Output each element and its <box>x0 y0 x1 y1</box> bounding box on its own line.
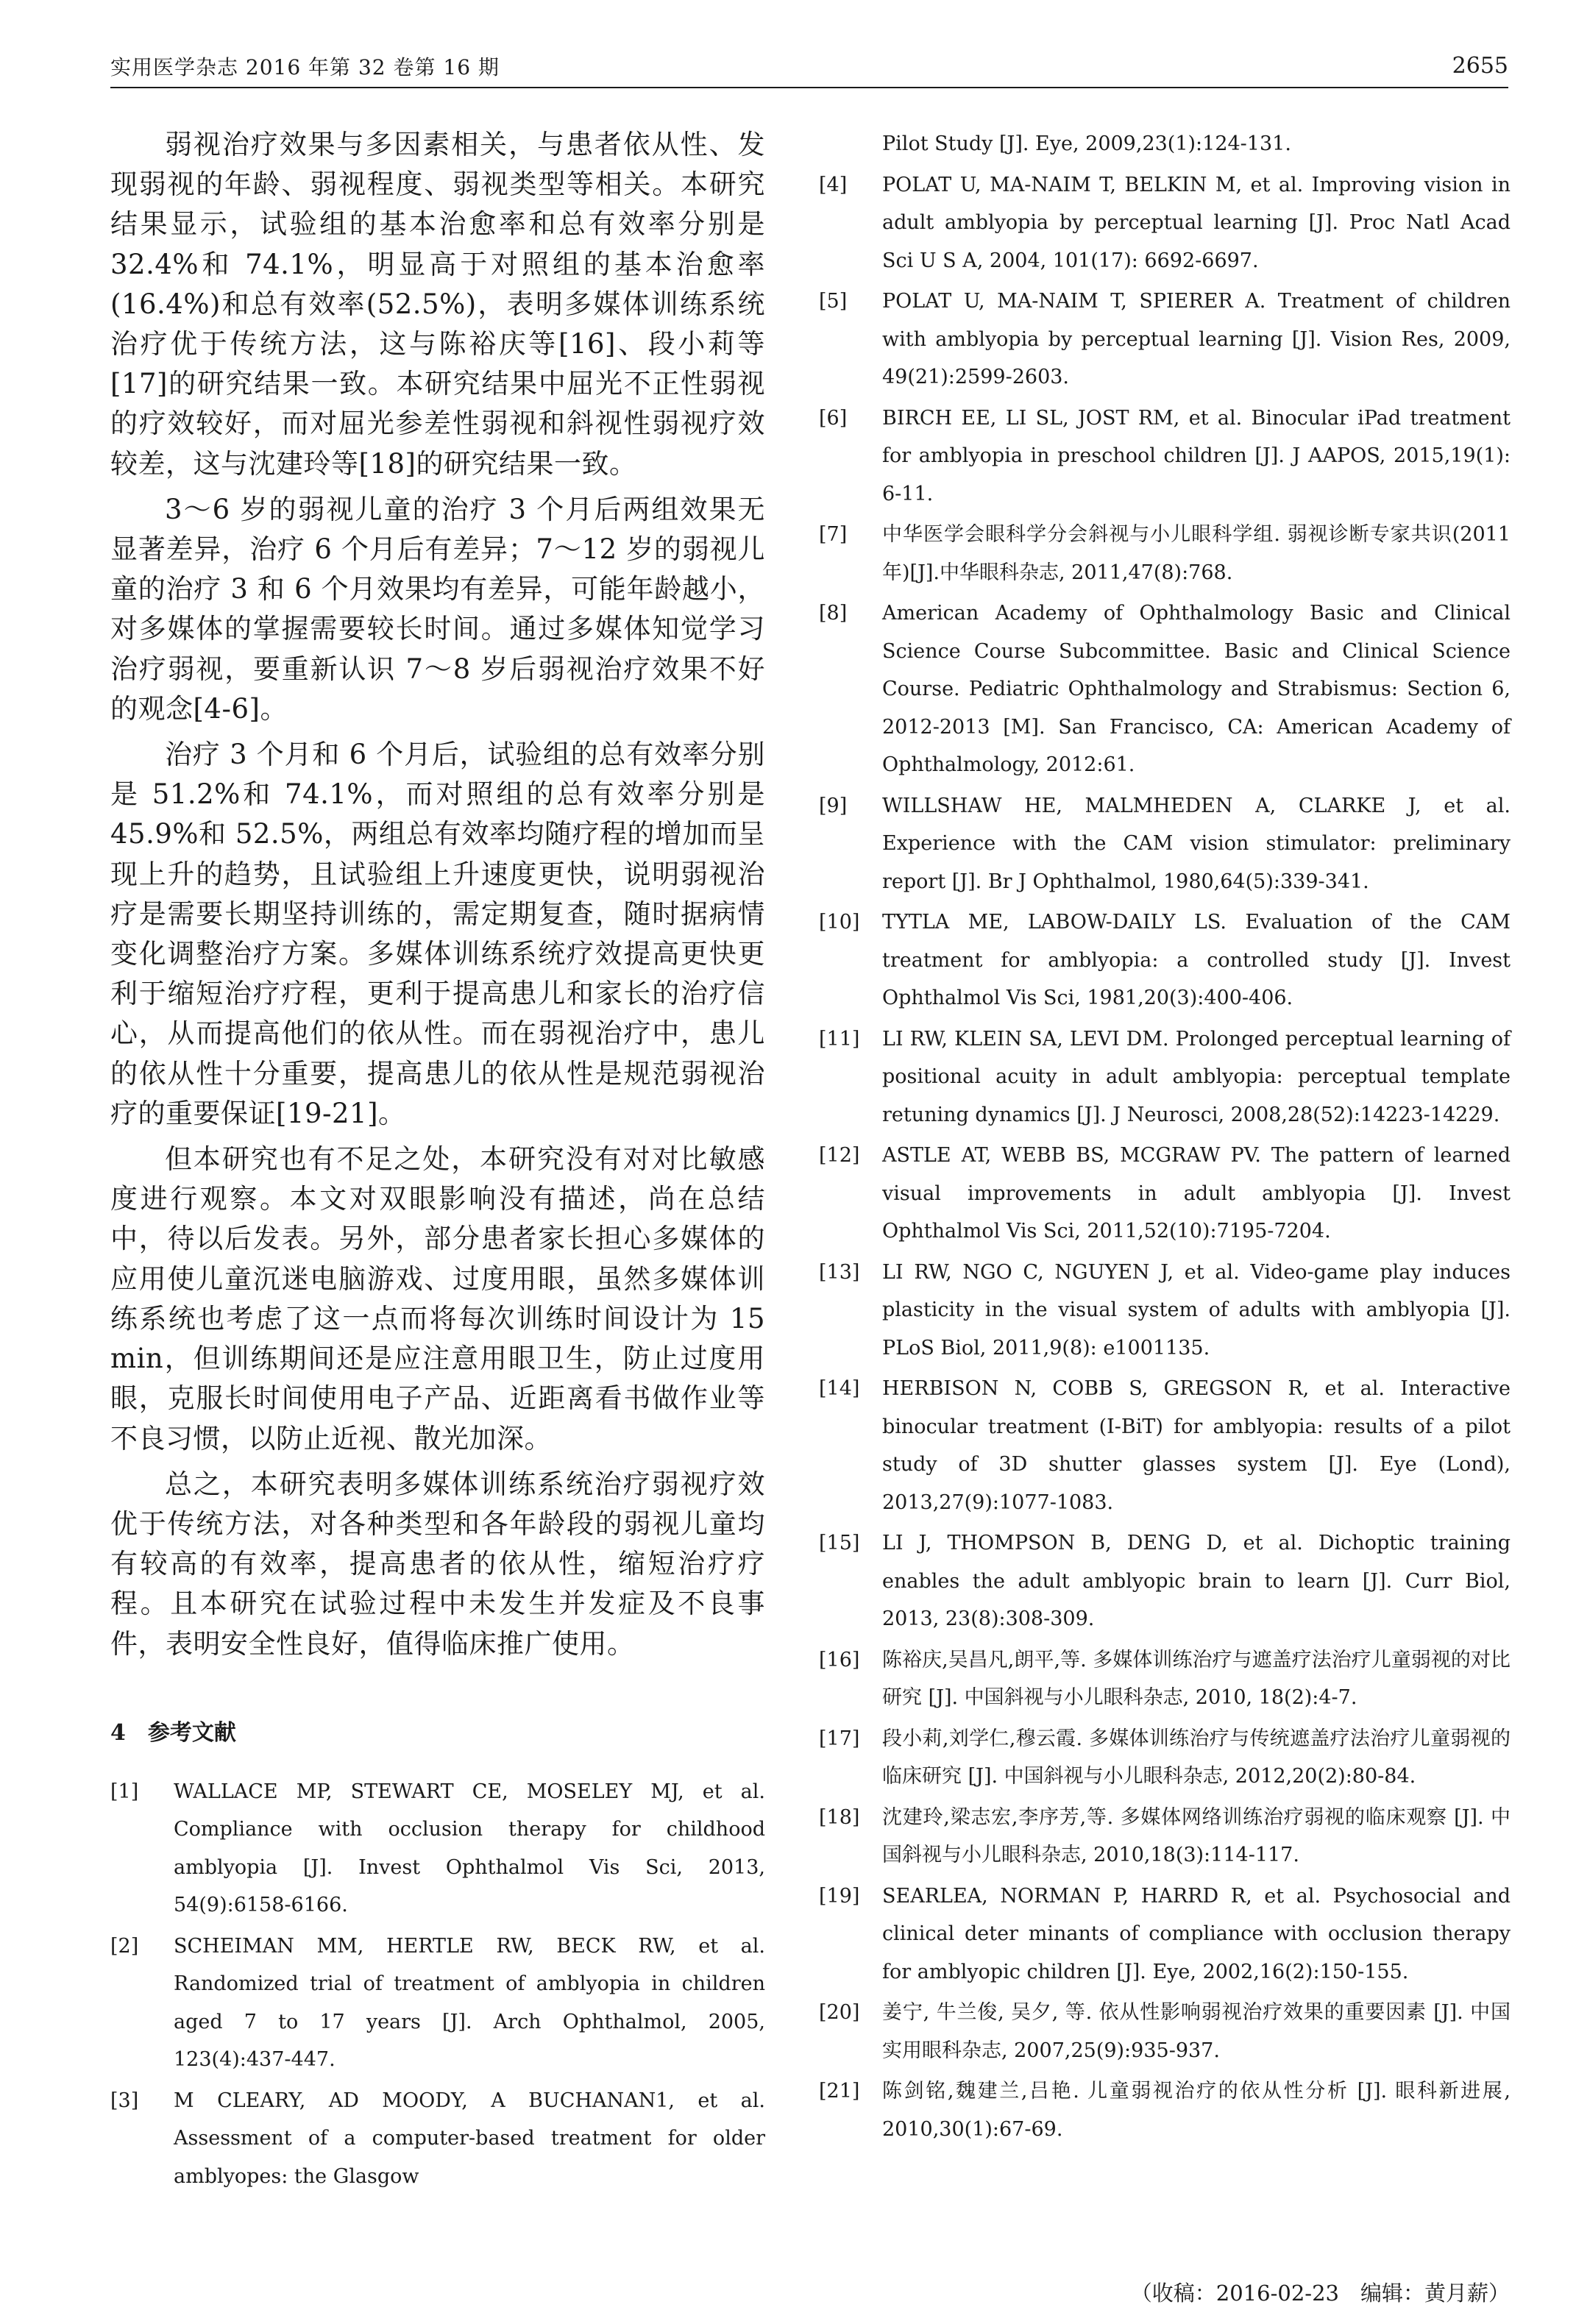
reference-text: 段小莉,刘学仁,穆云霞. 多媒体训练治疗与传统遮盖疗法治疗儿童弱视的临床研究 [J]. 中国斜视与小儿眼科杂志, 2012,20(2):80-84. <box>882 1727 1511 1788</box>
received-editor-note: （收稿：2016-02-23 编辑：黄月薪） <box>1130 2281 1510 2306</box>
reference-text: SEARLEA, NORMAN P, HARRD R, et al. Psychosocial and clinical deter minants of compliance with occlusion therapy for amblyopic children [J]. Eye, 2002,16(2):150-155. <box>882 1884 1511 1983</box>
reference-item <box>819 594 1511 784</box>
reference-text: 姜宁, 牛兰俊, 吴夕, 等. 依从性影响弱视治疗效果的重要因素 [J]. 中国实用眼科杂志, 2007,25(9):935-937. <box>882 2001 1511 2062</box>
reference-number: [11] <box>819 1027 860 1051</box>
running-title: 实用医学杂志 2016 年第 32 卷第 16 期 <box>110 55 500 79</box>
reference-item <box>819 1020 1511 1134</box>
reference-text: 陈剑铭,魏建兰,吕艳. 儿童弱视治疗的依从性分析 [J]. 眼科新进展, 2010,30(1):67-69. <box>882 2080 1511 2141</box>
body-paragraph: 3～6 岁的弱视儿童的治疗 3 个月后两组效果无显著差异，治疗 6 个月后有差异；7～12 岁的弱视儿童的治疗 3 和 6 个月效果均有差异，可能年龄越小，对多媒体的掌握需要较长时间。通过多媒体知觉学习治疗弱视，要重新认识 7～8 岁后弱视治疗效果不好的观念[4-6]。 <box>110 493 765 725</box>
reference-item <box>110 1927 765 2079</box>
reference-text: ASTLE AT, WEBB BS, MCGRAW PV. The pattern of learned visual improvements in adult amblyopia [J]. Invest Ophthalmol Vis Sci, 2011,52(10):7195-7204. <box>882 1144 1511 1243</box>
reference-item <box>819 1720 1511 1796</box>
reference-number: [9] <box>819 794 848 817</box>
reference-number: [17] <box>819 1727 860 1750</box>
reference-item <box>819 1994 1511 2069</box>
reference-item <box>819 1799 1511 1875</box>
body-paragraph: 但本研究也有不足之处，本研究没有对对比敏感度进行观察。本文对双眼影响没有描述，尚在总结中，待以后发表。另外，部分患者家长担心多媒体的应用使儿童沉迷电脑游戏、过度用眼，虽然多媒体训练系统也考虑了这一点而将每次训练时间设计为 15 min，但训练期间还是应注意用眼卫生，防止过度用眼，克服长时间使用电子产品、近距离看书做作业等不良习惯，以防止近视、散光加深。 <box>110 1143 765 1454</box>
reference-item <box>819 787 1511 901</box>
reference-item <box>819 516 1511 591</box>
reference-text: WALLACE MP, STEWART CE, MOSELEY MJ, et al. Compliance with occlusion therapy for childhood amblyopia [J]. Invest Ophthalmol Vis Sci, 2013, 54(9):6158-6166. <box>174 1780 765 1917</box>
reference-text: HERBISON N, COBB S, GREGSON R, et al. Interactive binocular treatment (I-BiT) for amblyopia: results of a pilot study of 3D shutter glasses system [J]. Eye (Lond), 2013,27(9):1077-1083. <box>882 1377 1511 1514</box>
reference-number: [20] <box>819 2001 860 2024</box>
reference-text: Pilot Study [J]. Eye, 2009,23(1):124-131. <box>882 132 1291 155</box>
reference-item <box>819 125 1511 163</box>
running-header <box>110 51 1508 88</box>
reference-item <box>819 2072 1511 2148</box>
reference-number: [6] <box>819 406 848 430</box>
reference-number: [12] <box>819 1144 860 1167</box>
reference-number <box>819 125 882 163</box>
reference-number: [10] <box>819 911 860 934</box>
reference-item <box>110 2082 765 2196</box>
reference-number: [1] <box>110 1780 139 1803</box>
reference-number: [13] <box>819 1260 860 1284</box>
reference-item <box>819 1254 1511 1368</box>
reference-text: LI RW, KLEIN SA, LEVI DM. Prolonged perceptual learning of positional acuity in adult amblyopia: perceptual template retuning dynamics [J]. J Neurosci, 2008,28(52):14223-14229. <box>882 1027 1511 1126</box>
reference-text: 沈建玲,梁志宏,李序芳,等. 多媒体网络训练治疗弱视的临床观察 [J]. 中国斜视与小儿眼科杂志, 2010,18(3):114-117. <box>882 1805 1511 1866</box>
reference-item <box>819 1370 1511 1521</box>
right-column <box>819 125 1511 2151</box>
reference-number: [14] <box>819 1377 860 1400</box>
reference-number: [8] <box>819 602 848 625</box>
reference-number: [3] <box>110 2089 139 2112</box>
left-column <box>110 125 765 2198</box>
reference-item <box>819 903 1511 1017</box>
reference-text: SCHEIMAN MM, HERTLE RW, BECK RW, et al. Randomized trial of treatment of amblyopia in children aged 7 to 17 years [J]. Arch Ophthalmol, 2005, 123(4):437-447. <box>174 1934 765 2072</box>
reference-item <box>819 166 1511 280</box>
reference-text: 中华医学会眼科学分会斜视与小儿眼科学组. 弱视诊断专家共识(2011 年)[J].中华眼科杂志, 2011,47(8):768. <box>882 523 1511 584</box>
reference-item <box>819 1524 1511 1638</box>
reference-number: [21] <box>819 2080 860 2103</box>
reference-list-left <box>110 1773 765 2196</box>
body-paragraph: 治疗 3 个月和 6 个月后，试验组的总有效率分别是 51.2%和 74.1%，而对照组的总有效率分别是 45.9%和 52.5%，两组总有效率均随疗程的增加而呈现上升的趋势，且试验组上升速度更快，说明弱视治疗是需要长期坚持训练的，需定期复查，随时据病情变化调整治疗方案。多媒体训练系统疗效提高更快更利于缩短治疗疗程，更利于提高患儿和家长的治疗信心，从而提高他们的依从性。而在弱视治疗中，患儿的依从性十分重要，提高患儿的依从性是规范弱视治疗的重要保证[19-21]。 <box>110 739 765 1129</box>
reference-number: [15] <box>819 1532 860 1554</box>
reference-item <box>819 1641 1511 1717</box>
reference-text: WILLSHAW HE, MALMHEDEN A, CLARKE J, et al. Experience with the CAM vision stimulator: preliminary report [J]. Br J Ophthalmol, 1980,64(5):339-341. <box>882 794 1511 893</box>
page-number: 2655 <box>1452 53 1508 79</box>
body-paragraph: 弱视治疗效果与多因素相关，与患者依从性、发现弱视的年龄、弱视程度、弱视类型等相关。本研究结果显示，试验组的基本治愈率和总有效率分别是 32.4%和 74.1%，明显高于对照组的基本治愈率(16.4%)和总有效率(52.5%)，表明多媒体训练系统治疗优于传统方法，这与陈裕庆等[16]、段小莉等[17]的研究结果一致。本研究结果中屈光不正性弱视的疗效较好，而对屈光参差性弱视和斜视性弱视疗效较差，这与沈建玲等[18]的研究结果一致。 <box>110 129 765 480</box>
reference-item <box>110 1773 765 1925</box>
reference-item <box>819 399 1511 514</box>
reference-number: [2] <box>110 1934 139 1958</box>
reference-text: LI RW, NGO C, NGUYEN J, et al. Video-game play induces plasticity in the visual system of adults with amblyopia [J]. PLoS Biol, 2011,9(8): e1001135. <box>882 1260 1511 1360</box>
reference-number: [18] <box>819 1805 860 1829</box>
reference-text: BIRCH EE, LI SL, JOST RM, et al. Binocular iPad treatment for amblyopia in preschool children [J]. J AAPOS, 2015,19(1): 6-11. <box>882 406 1511 505</box>
reference-number: [16] <box>819 1648 860 1671</box>
reference-item <box>819 1137 1511 1251</box>
reference-text: American Academy of Ophthalmology Basic and Clinical Science Course Subcommittee. Basic and Clinical Science Course. Pediatric Ophthalmology and Strabismus: Section 6, 2012-2013 [M]. San Francisco, CA: American Academy of Ophthalmology, 2012:61. <box>882 602 1511 776</box>
references-heading: 4 参考文献 <box>110 1719 236 1746</box>
reference-text: TYTLA ME, LABOW-DAILY LS. Evaluation of the CAM treatment for amblyopia: a controlled study [J]. Invest Ophthalmol Vis Sci, 1981,20(3):400-406. <box>882 911 1511 1009</box>
reference-number: [5] <box>819 290 848 313</box>
reference-item <box>819 1877 1511 1991</box>
reference-text: LI J, THOMPSON B, DENG D, et al. Dichoptic training enables the adult amblyopic brain to learn [J]. Curr Biol, 2013, 23(8):308-309. <box>882 1532 1511 1630</box>
reference-text: POLAT U, MA-NAIM T, SPIERER A. Treatment of children with amblyopia by perceptual learning [J]. Vision Res, 2009, 49(21):2599-2603. <box>882 290 1511 388</box>
reference-item <box>819 282 1511 397</box>
reference-text: 陈裕庆,吴昌凡,朗平,等. 多媒体训练治疗与遮盖疗法治疗儿童弱视的对比研究 [J]. 中国斜视与小儿眼科杂志, 2010, 18(2):4-7. <box>882 1648 1511 1709</box>
body-paragraph: 总之，本研究表明多媒体训练系统治疗弱视疗效优于传统方法，对各种类型和各年龄段的弱视儿童均有较高的有效率，提高患者的依从性，缩短治疗疗程。且本研究在试验过程中未发生并发症及不良事件，表明安全性良好，值得临床推广使用。 <box>110 1468 765 1660</box>
reference-text: M CLEARY, AD MOODY, A BUCHANAN1, et al. Assessment of a computer-based treatment for older amblyopes: the Glasgow <box>174 2089 765 2188</box>
reference-number: [7] <box>819 523 848 546</box>
reference-number: [4] <box>819 173 848 196</box>
reference-number: [19] <box>819 1884 860 1908</box>
reference-text: POLAT U, MA-NAIM T, BELKIN M, et al. Improving vision in adult amblyopia by perceptual learning [J]. Proc Natl Acad Sci U S A, 2004, 101(17): 6692-6697. <box>882 173 1511 272</box>
